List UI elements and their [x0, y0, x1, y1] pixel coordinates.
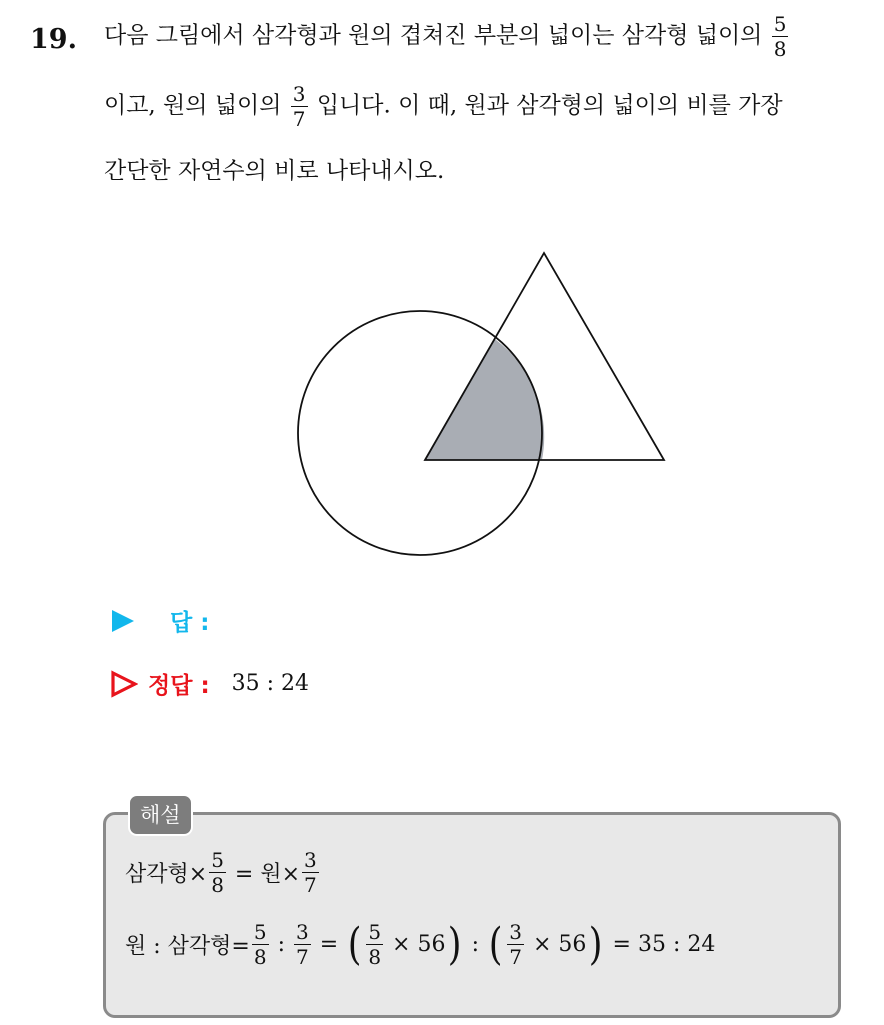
solution-text: :	[270, 932, 292, 957]
solution-fraction: $\frac{5}{8}$	[368, 920, 382, 969]
right-paren: )	[448, 918, 462, 970]
geometry-figure	[280, 240, 680, 574]
fraction-three-sevenths: $\frac{3}{7}$	[292, 82, 306, 131]
question-number: 19.	[30, 24, 77, 55]
left-paren: (	[488, 918, 503, 970]
fraction-five-eighths: $\frac{5}{8}$	[773, 12, 787, 61]
left-paren: (	[347, 918, 362, 970]
solution-fraction: $\frac{5}{8}$	[211, 848, 224, 897]
solution-text: = 35 : 24	[605, 932, 716, 957]
play-outline-icon	[110, 670, 138, 698]
question-text-2b: 입니다. 이 때, 원과 삼각형의 넓이의 비를 가장	[316, 92, 783, 119]
solution-text: × 56	[525, 932, 587, 957]
solution-line-2	[125, 918, 716, 970]
solution-fraction: $\frac{3}{7}$	[304, 848, 317, 897]
play-filled-icon	[110, 608, 136, 634]
correct-answer-row	[110, 667, 309, 700]
solution-text: = 원×	[227, 862, 301, 887]
solution-box	[103, 812, 841, 1018]
question-text-1: 다음 그림에서 삼각형과 원의 겹쳐진 부분의 넓이는 삼각형 넓이의	[104, 22, 763, 49]
question-line-2	[104, 84, 783, 129]
solution-text: × 56	[385, 932, 446, 957]
solution-fraction: $\frac{3}{7}$	[509, 920, 522, 969]
correct-answer-value: 35 : 24	[231, 671, 310, 696]
solution-tag: 해설	[128, 794, 193, 836]
solution-fraction: $\frac{5}{8}$	[253, 920, 267, 969]
correct-answer-label: 정답 :	[148, 673, 210, 699]
solution-line-1	[125, 850, 321, 895]
solution-text: =	[312, 932, 346, 957]
question-line-1	[104, 14, 790, 59]
question-text-2a: 이고, 원의 넓이의	[104, 92, 282, 119]
solution-text: 원 : 삼각형=	[125, 934, 250, 959]
answer-row	[110, 604, 231, 637]
solution-text: 삼각형×	[125, 862, 208, 887]
solution-fraction: $\frac{3}{7}$	[295, 920, 309, 969]
circle-triangle-diagram	[280, 240, 680, 570]
right-paren: )	[589, 918, 603, 970]
answer-label: 답 :	[170, 610, 210, 636]
solution-text: :	[464, 932, 487, 957]
question-line-3: 간단한 자연수의 비로 나타내시오.	[104, 158, 445, 184]
